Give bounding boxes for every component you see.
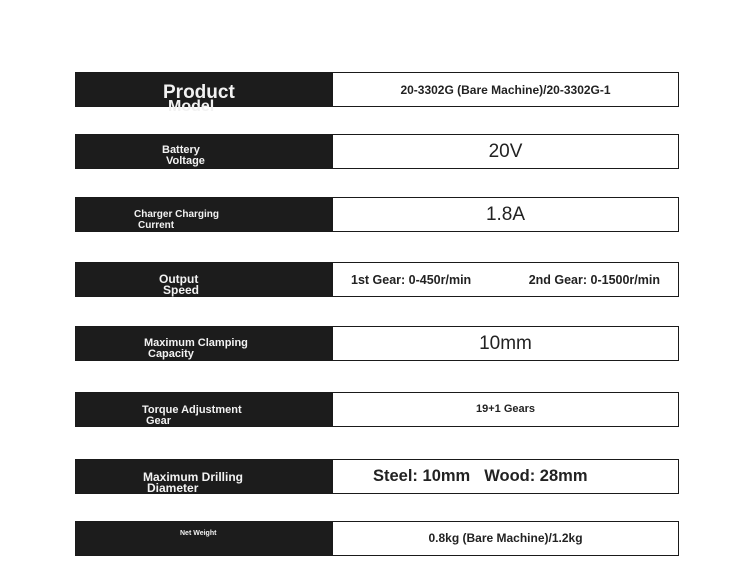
spec-label (76, 522, 333, 555)
spec-row-drilling-diameter (75, 459, 679, 494)
spec-label-line1: Charger Charging (134, 209, 220, 220)
spec-value: 10mm (479, 332, 532, 354)
spec-label-line2: Capacity (148, 348, 194, 360)
spec-label-line1: Output (159, 272, 199, 286)
spec-label-line1: Torque Adjustment (142, 404, 242, 416)
spec-label (76, 73, 333, 115)
spec-value-wood: Wood: 28mm (484, 467, 588, 485)
spec-label-line1: Maximum Drilling (143, 470, 244, 484)
spec-label (76, 460, 333, 493)
spec-label-line1: Net Weight (180, 530, 217, 537)
spec-row-net-weight (75, 521, 679, 556)
spec-label-line2: Diameter (147, 481, 199, 495)
spec-value: 20V (488, 140, 523, 162)
spec-value-first-gear: 1st Gear: 0-450r/min (351, 272, 472, 287)
spec-row-output-speed (75, 262, 679, 297)
spec-row-torque-gear (75, 392, 679, 427)
spec-value: 1.8A (485, 203, 526, 225)
spec-label (76, 327, 333, 360)
spec-label (76, 198, 333, 231)
spec-value-steel: Steel: 10mm (373, 467, 471, 485)
spec-label-line1: Product (163, 82, 235, 103)
spec-value: 20-3302G (Bare Machine)/20-3302G-1 (400, 82, 611, 97)
spec-label (76, 263, 333, 296)
spec-row-clamping-capacity (75, 326, 679, 361)
spec-label (76, 135, 333, 168)
spec-label-line2: Voltage (166, 155, 205, 167)
spec-value: 19+1 Gears (475, 403, 536, 415)
spec-row-product-model (75, 72, 679, 115)
spec-value: 0.8kg (Bare Machine)/1.2kg (428, 531, 583, 545)
spec-label-line2: Current (138, 220, 175, 231)
spec-label-line2: Model (168, 98, 215, 115)
spec-label-line2: Speed (163, 283, 200, 297)
spec-value-second-gear: 2nd Gear: 0-1500r/min (528, 272, 660, 287)
spec-value (333, 263, 678, 296)
spec-row-battery-voltage (75, 134, 679, 169)
spec-label-line1: Maximum Clamping (144, 337, 248, 349)
spec-value (333, 460, 678, 493)
spec-label-line1: Battery (162, 144, 200, 156)
spec-label-line2: Gear (146, 415, 172, 427)
spec-row-charger-current (75, 197, 679, 232)
spec-label (76, 393, 333, 426)
